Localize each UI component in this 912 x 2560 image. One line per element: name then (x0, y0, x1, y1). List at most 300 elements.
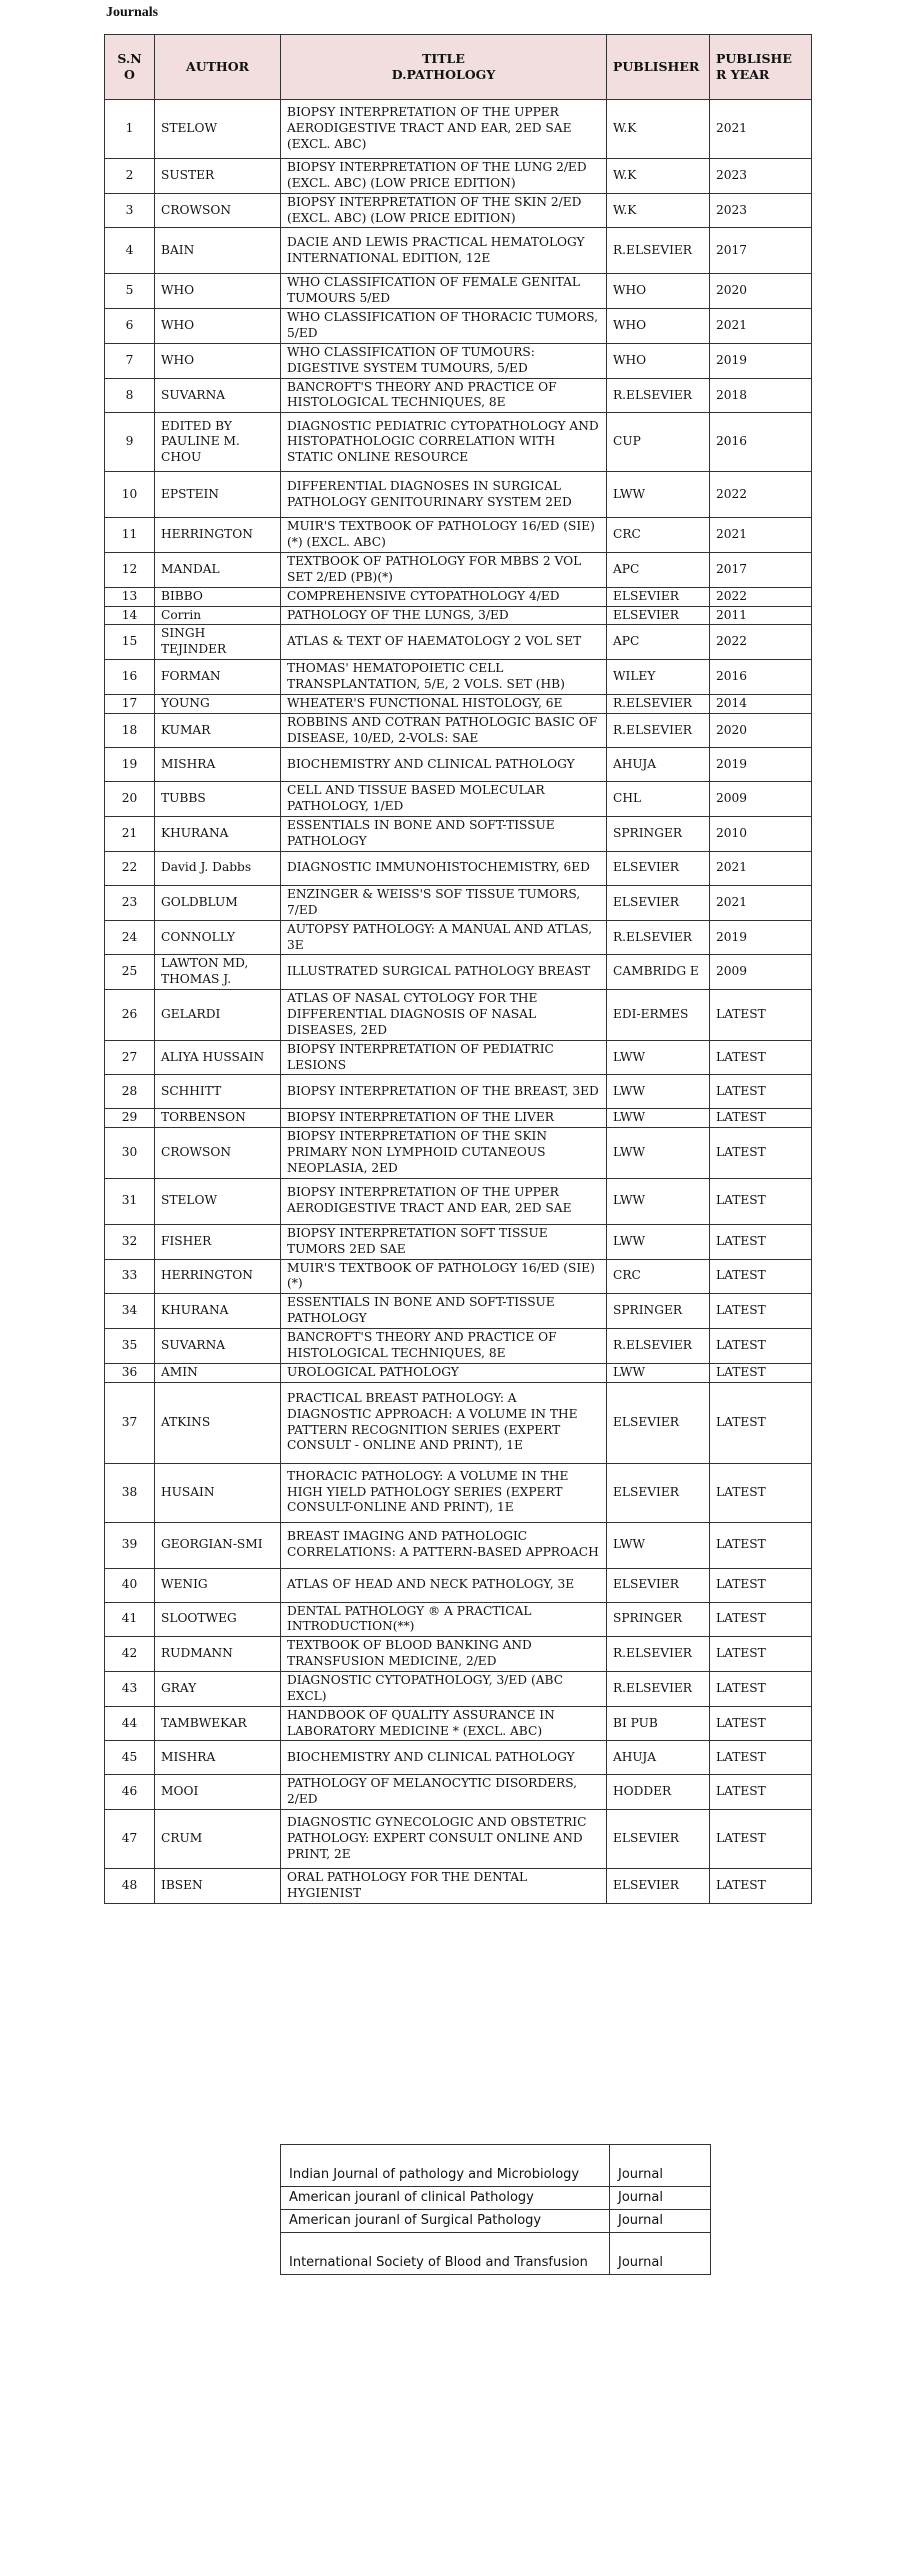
table-row (105, 1706, 812, 1741)
table-row (105, 1869, 812, 1904)
cell-title: BREAST IMAGING AND PATHOLOGIC CORRELATIONS: A PATTERN-BASED APPROACH (281, 1522, 607, 1568)
journal-type: Journal (610, 2210, 711, 2233)
cell-year: 2019 (710, 343, 812, 378)
table-row (105, 193, 812, 228)
cell-year: LATEST (710, 1328, 812, 1363)
cell-author: AMIN (155, 1363, 281, 1382)
cell-title: PATHOLOGY OF THE LUNGS, 3/ED (281, 606, 607, 625)
journals-table-body (281, 2145, 711, 2275)
col-header-title-line1: TITLE (422, 50, 465, 66)
cell-author: ATKINS (155, 1382, 281, 1463)
page-heading: Journals (106, 5, 159, 20)
cell-sno: 24 (105, 920, 155, 955)
cell-title: BANCROFT'S THEORY AND PRACTICE OF HISTOLOGICAL TECHNIQUES, 8E (281, 1328, 607, 1363)
journal-name: American jouranl of Surgical Pathology (281, 2210, 610, 2233)
cell-title: CELL AND TISSUE BASED MOLECULAR PATHOLOGY, 1/ED (281, 782, 607, 817)
table-row (105, 1602, 812, 1637)
cell-title: WHO CLASSIFICATION OF FEMALE GENITAL TUMOURS 5/ED (281, 274, 607, 309)
cell-sno: 11 (105, 518, 155, 553)
cell-author: CROWSON (155, 193, 281, 228)
table-row (105, 1109, 812, 1128)
cell-author: EPSTEIN (155, 472, 281, 518)
cell-year: 2016 (710, 660, 812, 695)
table-row (105, 625, 812, 660)
cell-sno: 32 (105, 1224, 155, 1259)
cell-year: 2019 (710, 748, 812, 782)
cell-publisher: R.ELSEVIER (607, 1328, 710, 1363)
cell-year: 2023 (710, 193, 812, 228)
cell-title: WHEATER'S FUNCTIONAL HISTOLOGY, 6E (281, 694, 607, 713)
cell-year: LATEST (710, 1775, 812, 1810)
cell-sno: 46 (105, 1775, 155, 1810)
cell-year: 2021 (710, 885, 812, 920)
table-row (105, 955, 812, 990)
cell-year: LATEST (710, 1040, 812, 1075)
cell-year: 2022 (710, 472, 812, 518)
table-row (105, 748, 812, 782)
cell-title: UROLOGICAL PATHOLOGY (281, 1363, 607, 1382)
table-row (105, 1463, 812, 1522)
cell-year: LATEST (710, 1568, 812, 1602)
journal-name: Indian Journal of pathology and Microbiology (281, 2145, 610, 2187)
cell-sno: 14 (105, 606, 155, 625)
table-row (105, 817, 812, 852)
cell-sno: 8 (105, 378, 155, 413)
cell-author: MISHRA (155, 1741, 281, 1775)
cell-sno: 15 (105, 625, 155, 660)
cell-author: KUMAR (155, 713, 281, 748)
table-row (105, 309, 812, 344)
table-row (105, 413, 812, 472)
table-row (105, 606, 812, 625)
cell-sno: 42 (105, 1637, 155, 1672)
cell-author: MISHRA (155, 748, 281, 782)
journal-row (281, 2145, 711, 2187)
cell-sno: 17 (105, 694, 155, 713)
cell-title: BIOPSY INTERPRETATION OF THE LUNG 2/ED (EXCL. ABC) (LOW PRICE EDITION) (281, 159, 607, 194)
cell-year: LATEST (710, 1128, 812, 1179)
table-row (105, 228, 812, 274)
col-header-author: AUTHOR (155, 35, 281, 100)
cell-publisher: LWW (607, 1522, 710, 1568)
cell-author: SCHHITT (155, 1075, 281, 1109)
cell-title: ESSENTIALS IN BONE AND SOFT-TISSUE PATHOLOGY (281, 1294, 607, 1329)
table-row (105, 1637, 812, 1672)
cell-author: SUVARNA (155, 378, 281, 413)
journal-name: American jouranl of clinical Pathology (281, 2187, 610, 2210)
cell-title: COMPREHENSIVE CYTOPATHOLOGY 4/ED (281, 587, 607, 606)
cell-year: 2010 (710, 817, 812, 852)
table-row (105, 1128, 812, 1179)
table-row (105, 378, 812, 413)
cell-publisher: CHL (607, 782, 710, 817)
cell-author: SUVARNA (155, 1328, 281, 1363)
cell-publisher: ELSEVIER (607, 1810, 710, 1869)
col-header-title (281, 35, 607, 100)
cell-author: KHURANA (155, 1294, 281, 1329)
cell-year: LATEST (710, 1602, 812, 1637)
cell-sno: 38 (105, 1463, 155, 1522)
table-row (105, 1178, 812, 1224)
cell-author: MOOI (155, 1775, 281, 1810)
cell-title: ROBBINS AND COTRAN PATHOLOGIC BASIC OF DISEASE, 10/ED, 2-VOLS: SAE (281, 713, 607, 748)
cell-author: STELOW (155, 100, 281, 159)
cell-publisher: CRC (607, 1259, 710, 1294)
cell-title: DACIE AND LEWIS PRACTICAL HEMATOLOGY INTERNATIONAL EDITION, 12E (281, 228, 607, 274)
cell-author: GOLDBLUM (155, 885, 281, 920)
cell-author: KHURANA (155, 817, 281, 852)
cell-publisher: R.ELSEVIER (607, 228, 710, 274)
cell-author: FISHER (155, 1224, 281, 1259)
cell-author: IBSEN (155, 1869, 281, 1904)
cell-author: RUDMANN (155, 1637, 281, 1672)
cell-year: LATEST (710, 990, 812, 1041)
cell-author: YOUNG (155, 694, 281, 713)
cell-sno: 3 (105, 193, 155, 228)
cell-author: CROWSON (155, 1128, 281, 1179)
cell-year: LATEST (710, 1075, 812, 1109)
cell-sno: 29 (105, 1109, 155, 1128)
cell-year: LATEST (710, 1671, 812, 1706)
cell-title: PATHOLOGY OF MELANOCYTIC DISORDERS, 2/ED (281, 1775, 607, 1810)
cell-author: WHO (155, 343, 281, 378)
cell-sno: 19 (105, 748, 155, 782)
cell-author: FORMAN (155, 660, 281, 695)
cell-author: TORBENSON (155, 1109, 281, 1128)
cell-author: SUSTER (155, 159, 281, 194)
table-row (105, 343, 812, 378)
cell-year: 2021 (710, 309, 812, 344)
cell-publisher: SPRINGER (607, 1294, 710, 1329)
cell-author: EDITED BY PAULINE M. CHOU (155, 413, 281, 472)
cell-author: STELOW (155, 1178, 281, 1224)
cell-publisher: R.ELSEVIER (607, 1671, 710, 1706)
cell-author: HUSAIN (155, 1463, 281, 1522)
cell-publisher: R.ELSEVIER (607, 920, 710, 955)
cell-author: BIBBO (155, 587, 281, 606)
journal-row (281, 2210, 711, 2233)
cell-publisher: AHUJA (607, 1741, 710, 1775)
cell-title: AUTOPSY PATHOLOGY: A MANUAL AND ATLAS, 3E (281, 920, 607, 955)
cell-title: DIAGNOSTIC IMMUNOHISTOCHEMISTRY, 6ED (281, 851, 607, 885)
cell-publisher: R.ELSEVIER (607, 694, 710, 713)
cell-publisher: HODDER (607, 1775, 710, 1810)
table-row (105, 885, 812, 920)
cell-sno: 22 (105, 851, 155, 885)
cell-sno: 36 (105, 1363, 155, 1382)
cell-sno: 12 (105, 553, 155, 588)
cell-publisher: W.K (607, 193, 710, 228)
cell-publisher: WHO (607, 274, 710, 309)
cell-author: GELARDI (155, 990, 281, 1041)
cell-sno: 21 (105, 817, 155, 852)
cell-title: ENZINGER & WEISS'S SOF TISSUE TUMORS, 7/ED (281, 885, 607, 920)
cell-publisher: ELSEVIER (607, 1869, 710, 1904)
cell-publisher: EDI-ERMES (607, 990, 710, 1041)
cell-year: 2018 (710, 378, 812, 413)
table-row (105, 159, 812, 194)
cell-publisher: LWW (607, 1224, 710, 1259)
cell-year: LATEST (710, 1294, 812, 1329)
cell-year: 2019 (710, 920, 812, 955)
cell-publisher: ELSEVIER (607, 606, 710, 625)
cell-publisher: R.ELSEVIER (607, 713, 710, 748)
cell-sno: 7 (105, 343, 155, 378)
cell-author: MANDAL (155, 553, 281, 588)
journal-type: Journal (610, 2187, 711, 2210)
cell-title: ATLAS & TEXT OF HAEMATOLOGY 2 VOL SET (281, 625, 607, 660)
table-row (105, 587, 812, 606)
cell-publisher: CUP (607, 413, 710, 472)
cell-title: ORAL PATHOLOGY FOR THE DENTAL HYGIENIST (281, 1869, 607, 1904)
table-row (105, 274, 812, 309)
cell-year: 2014 (710, 694, 812, 713)
table-row (105, 851, 812, 885)
cell-author: Corrin (155, 606, 281, 625)
cell-title: BIOPSY INTERPRETATION OF THE SKIN 2/ED (EXCL. ABC) (LOW PRICE EDITION) (281, 193, 607, 228)
cell-year: 2017 (710, 553, 812, 588)
cell-title: TEXTBOOK OF BLOOD BANKING AND TRANSFUSION MEDICINE, 2/ED (281, 1637, 607, 1672)
cell-title: BIOCHEMISTRY AND CLINICAL PATHOLOGY (281, 1741, 607, 1775)
cell-sno: 6 (105, 309, 155, 344)
cell-sno: 27 (105, 1040, 155, 1075)
cell-title: BIOPSY INTERPRETATION OF THE SKIN PRIMARY NON LYMPHOID CUTANEOUS NEOPLASIA, 2ED (281, 1128, 607, 1179)
cell-title: DIAGNOSTIC PEDIATRIC CYTOPATHOLOGY AND HISTOPATHOLOGIC CORRELATION WITH STATIC ONLINE RESOURCE (281, 413, 607, 472)
cell-author: TAMBWEKAR (155, 1706, 281, 1741)
cell-publisher: BI PUB (607, 1706, 710, 1741)
cell-year: LATEST (710, 1363, 812, 1382)
cell-publisher: LWW (607, 1363, 710, 1382)
table-row (105, 1328, 812, 1363)
cell-author: SINGH TEJINDER (155, 625, 281, 660)
cell-publisher: LWW (607, 1128, 710, 1179)
cell-publisher: ELSEVIER (607, 1382, 710, 1463)
cell-year: LATEST (710, 1810, 812, 1869)
cell-sno: 39 (105, 1522, 155, 1568)
cell-title: PRACTICAL BREAST PATHOLOGY: A DIAGNOSTIC APPROACH: A VOLUME IN THE PATTERN RECOGNITION SERIES (EXPERT CONSULT - ONLINE AND PRINT), 1E (281, 1382, 607, 1463)
table-row (105, 1294, 812, 1329)
cell-sno: 43 (105, 1671, 155, 1706)
books-table (104, 34, 812, 1904)
cell-title: DENTAL PATHOLOGY ® A PRACTICAL INTRODUCTION(**) (281, 1602, 607, 1637)
table-row (105, 1775, 812, 1810)
cell-year: LATEST (710, 1382, 812, 1463)
cell-sno: 47 (105, 1810, 155, 1869)
cell-publisher: R.ELSEVIER (607, 1637, 710, 1672)
journal-row (281, 2187, 711, 2210)
cell-author: CONNOLLY (155, 920, 281, 955)
journal-name: International Society of Blood and Transfusion (281, 2233, 610, 2275)
cell-author: GEORGIAN-SMI (155, 1522, 281, 1568)
cell-title: MUIR'S TEXTBOOK OF PATHOLOGY 16/ED (SIE)(*) (EXCL. ABC) (281, 518, 607, 553)
cell-author: TUBBS (155, 782, 281, 817)
cell-year: 2020 (710, 274, 812, 309)
cell-title: DIAGNOSTIC CYTOPATHOLOGY, 3/ED (ABC EXCL) (281, 1671, 607, 1706)
cell-year: 2021 (710, 851, 812, 885)
cell-publisher: W.K (607, 100, 710, 159)
table-row (105, 1810, 812, 1869)
table-row (105, 920, 812, 955)
cell-title: HANDBOOK OF QUALITY ASSURANCE IN LABORATORY MEDICINE * (EXCL. ABC) (281, 1706, 607, 1741)
cell-title: BIOPSY INTERPRETATION OF THE LIVER (281, 1109, 607, 1128)
cell-title: THORACIC PATHOLOGY: A VOLUME IN THE HIGH YIELD PATHOLOGY SERIES (EXPERT CONSULT-ONLINE AND PRINT), 1E (281, 1463, 607, 1522)
table-row (105, 1363, 812, 1382)
cell-sno: 45 (105, 1741, 155, 1775)
cell-publisher: WHO (607, 343, 710, 378)
cell-year: LATEST (710, 1706, 812, 1741)
cell-title: BIOPSY INTERPRETATION OF THE UPPER AERODIGESTIVE TRACT AND EAR, 2ED SAE (281, 1178, 607, 1224)
cell-publisher: CAMBRIDG E (607, 955, 710, 990)
cell-year: 2009 (710, 955, 812, 990)
table-header-row (105, 35, 812, 100)
cell-title: BIOCHEMISTRY AND CLINICAL PATHOLOGY (281, 748, 607, 782)
cell-publisher: WHO (607, 309, 710, 344)
cell-sno: 41 (105, 1602, 155, 1637)
cell-title: ATLAS OF HEAD AND NECK PATHOLOGY, 3E (281, 1568, 607, 1602)
cell-sno: 28 (105, 1075, 155, 1109)
cell-title: BIOPSY INTERPRETATION OF PEDIATRIC LESIONS (281, 1040, 607, 1075)
cell-year: LATEST (710, 1869, 812, 1904)
cell-author: SLOOTWEG (155, 1602, 281, 1637)
cell-publisher: LWW (607, 1109, 710, 1128)
table-row (105, 694, 812, 713)
table-row (105, 1224, 812, 1259)
cell-publisher: ELSEVIER (607, 587, 710, 606)
cell-sno: 37 (105, 1382, 155, 1463)
cell-author: GRAY (155, 1671, 281, 1706)
table-row (105, 1522, 812, 1568)
cell-sno: 33 (105, 1259, 155, 1294)
journal-row (281, 2233, 711, 2275)
cell-title: ATLAS OF NASAL CYTOLOGY FOR THE DIFFERENTIAL DIAGNOSIS OF NASAL DISEASES, 2ED (281, 990, 607, 1041)
cell-year: 2017 (710, 228, 812, 274)
cell-publisher: SPRINGER (607, 817, 710, 852)
cell-title: WHO CLASSIFICATION OF THORACIC TUMORS, 5/ED (281, 309, 607, 344)
table-row (105, 713, 812, 748)
cell-sno: 40 (105, 1568, 155, 1602)
cell-title: BIOPSY INTERPRETATION OF THE BREAST, 3ED (281, 1075, 607, 1109)
cell-sno: 44 (105, 1706, 155, 1741)
cell-year: 2023 (710, 159, 812, 194)
cell-sno: 35 (105, 1328, 155, 1363)
cell-year: 2021 (710, 100, 812, 159)
cell-sno: 16 (105, 660, 155, 695)
cell-author: WHO (155, 274, 281, 309)
cell-title: DIFFERENTIAL DIAGNOSES IN SURGICAL PATHOLOGY GENITOURINARY SYSTEM 2ED (281, 472, 607, 518)
cell-sno: 2 (105, 159, 155, 194)
cell-publisher: AHUJA (607, 748, 710, 782)
table-row (105, 990, 812, 1041)
cell-publisher: APC (607, 553, 710, 588)
cell-year: LATEST (710, 1741, 812, 1775)
cell-sno: 30 (105, 1128, 155, 1179)
table-row (105, 1671, 812, 1706)
cell-title: WHO CLASSIFICATION OF TUMOURS: DIGESTIVE SYSTEM TUMOURS, 5/ED (281, 343, 607, 378)
cell-author: LAWTON MD, THOMAS J. (155, 955, 281, 990)
cell-publisher: LWW (607, 1178, 710, 1224)
table-row (105, 1040, 812, 1075)
cell-sno: 26 (105, 990, 155, 1041)
cell-sno: 13 (105, 587, 155, 606)
cell-author: HERRINGTON (155, 518, 281, 553)
cell-sno: 20 (105, 782, 155, 817)
cell-year: 2021 (710, 518, 812, 553)
cell-year: 2009 (710, 782, 812, 817)
books-table-body (105, 100, 812, 1904)
cell-sno: 18 (105, 713, 155, 748)
cell-sno: 9 (105, 413, 155, 472)
table-row (105, 1741, 812, 1775)
cell-publisher: LWW (607, 1040, 710, 1075)
cell-publisher: SPRINGER (607, 1602, 710, 1637)
journal-type: Journal (610, 2145, 711, 2187)
cell-publisher: ELSEVIER (607, 885, 710, 920)
cell-sno: 4 (105, 228, 155, 274)
cell-title: BANCROFT'S THEORY AND PRACTICE OF HISTOLOGICAL TECHNIQUES, 8E (281, 378, 607, 413)
col-header-year: PUBLISHE R YEAR (710, 35, 812, 100)
cell-author: WENIG (155, 1568, 281, 1602)
table-row (105, 518, 812, 553)
col-header-publisher: PUBLISHER (607, 35, 710, 100)
cell-author: BAIN (155, 228, 281, 274)
cell-year: LATEST (710, 1178, 812, 1224)
cell-year: 2016 (710, 413, 812, 472)
cell-author: HERRINGTON (155, 1259, 281, 1294)
cell-year: 2020 (710, 713, 812, 748)
cell-publisher: LWW (607, 472, 710, 518)
cell-title: TEXTBOOK OF PATHOLOGY FOR MBBS 2 VOL SET 2/ED (PB)(*) (281, 553, 607, 588)
table-row (105, 1568, 812, 1602)
table-row (105, 100, 812, 159)
cell-author: WHO (155, 309, 281, 344)
cell-year: 2011 (710, 606, 812, 625)
cell-year: LATEST (710, 1637, 812, 1672)
cell-sno: 10 (105, 472, 155, 518)
cell-title: BIOPSY INTERPRETATION OF THE UPPER AERODIGESTIVE TRACT AND EAR, 2ED SAE (EXCL. ABC) (281, 100, 607, 159)
cell-sno: 23 (105, 885, 155, 920)
table-row (105, 553, 812, 588)
cell-publisher: CRC (607, 518, 710, 553)
cell-sno: 1 (105, 100, 155, 159)
table-row (105, 472, 812, 518)
cell-year: 2022 (710, 625, 812, 660)
cell-title: BIOPSY INTERPRETATION SOFT TISSUE TUMORS 2ED SAE (281, 1224, 607, 1259)
cell-sno: 25 (105, 955, 155, 990)
cell-publisher: W.K (607, 159, 710, 194)
table-row (105, 1259, 812, 1294)
cell-publisher: ELSEVIER (607, 851, 710, 885)
table-row (105, 660, 812, 695)
col-header-title-line2: D.PATHOLOGY (391, 67, 496, 82)
cell-sno: 34 (105, 1294, 155, 1329)
table-row (105, 1382, 812, 1463)
col-header-sno: S.N O (105, 35, 155, 100)
cell-publisher: LWW (607, 1075, 710, 1109)
cell-title: MUIR'S TEXTBOOK OF PATHOLOGY 16/ED (SIE)(*) (281, 1259, 607, 1294)
cell-year: LATEST (710, 1463, 812, 1522)
cell-author: David J. Dabbs (155, 851, 281, 885)
cell-publisher: R.ELSEVIER (607, 378, 710, 413)
cell-title: DIAGNOSTIC GYNECOLOGIC AND OBSTETRIC PATHOLOGY: EXPERT CONSULT ONLINE AND PRINT, 2E (281, 1810, 607, 1869)
cell-year: 2022 (710, 587, 812, 606)
cell-year: LATEST (710, 1522, 812, 1568)
cell-year: LATEST (710, 1109, 812, 1128)
table-row (105, 1075, 812, 1109)
cell-author: ALIYA HUSSAIN (155, 1040, 281, 1075)
cell-publisher: ELSEVIER (607, 1463, 710, 1522)
cell-author: CRUM (155, 1810, 281, 1869)
cell-sno: 31 (105, 1178, 155, 1224)
